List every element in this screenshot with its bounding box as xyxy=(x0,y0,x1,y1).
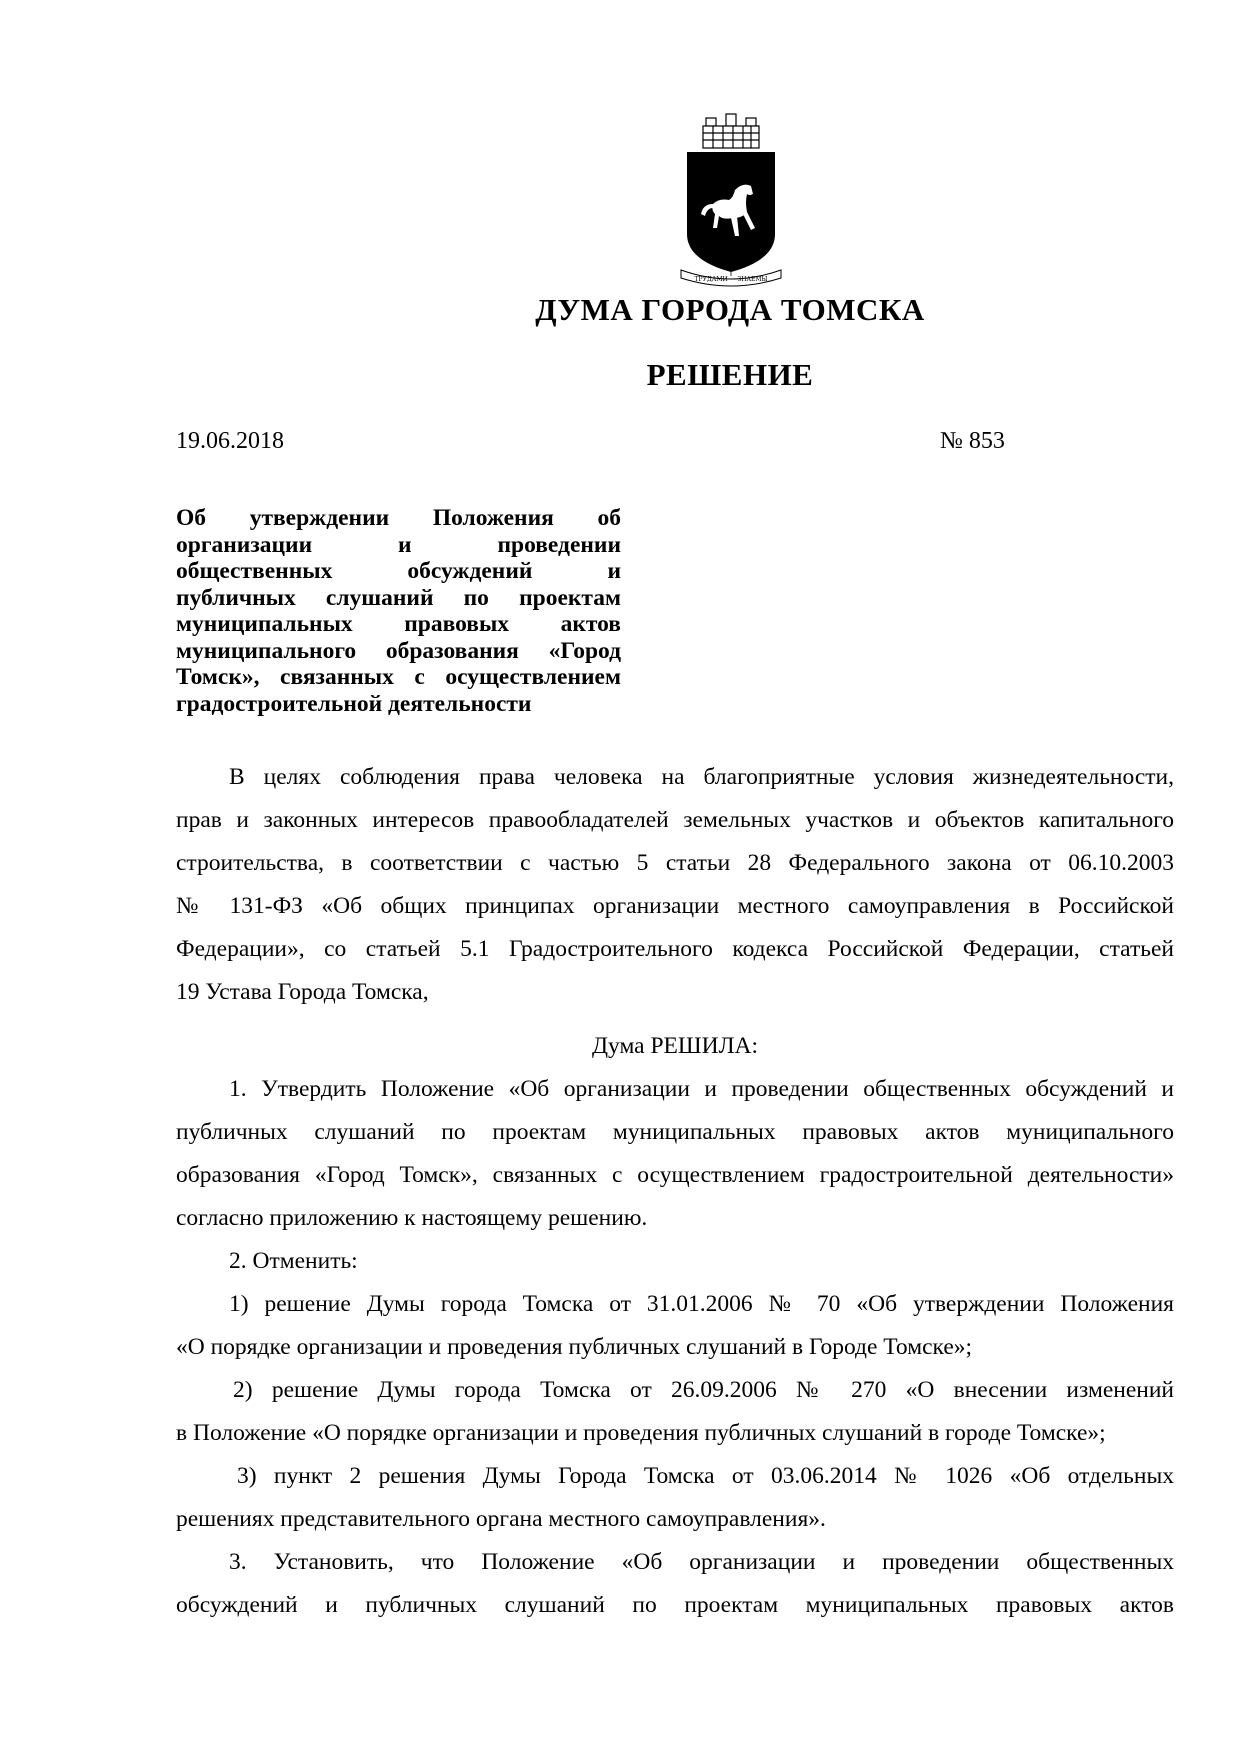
preamble-line: строительства, в соответствии с частью 5 статьи 28 Федерального закона от 06.10.2003 xyxy=(176,850,1174,876)
item-line: публичных слушаний по проектам муниципальных правовых актов муниципального xyxy=(176,1119,1174,1145)
subitem-2-paragraph xyxy=(176,1369,1174,1455)
subitem-line: решениях представительного органа местного самоуправления». xyxy=(176,1506,826,1532)
subject-line: общественных обсуждений и xyxy=(176,558,621,584)
tomsk-coat-of-arms-icon xyxy=(673,112,789,292)
subject-line: организации и проведении xyxy=(176,531,621,558)
item-line: образования «Город Томск», связанных с осуществлением градостроительной деятельности» xyxy=(176,1162,1174,1188)
subject-line: Об утверждении Положения об xyxy=(176,505,621,531)
item-2-line: 2. Отменить: xyxy=(229,1248,358,1274)
subitem-line: 2) решение Думы города Томска от 26.09.2006 № 270 «О внесении изменений xyxy=(233,1377,1174,1403)
preamble-paragraph xyxy=(176,756,1174,1014)
item-line: 1. Утвердить Положение «Об организации и проведении общественных обсуждений и xyxy=(229,1076,1174,1102)
item-1-paragraph xyxy=(176,1068,1174,1240)
document-number: № 853 xyxy=(940,428,1005,454)
subject-line: муниципального образования «Город xyxy=(176,637,621,664)
document-date: 19.06.2018 xyxy=(176,428,284,454)
item-line: 3. Установить, что Положение «Об организации и проведении общественных xyxy=(229,1549,1174,1575)
document-body xyxy=(176,756,1174,1627)
preamble-line: № 131-ФЗ «Об общих принципах организации местного самоуправления в Российской xyxy=(176,893,1174,919)
preamble-line: прав и законных интересов правообладателей земельных участков и объектов капитального xyxy=(176,807,1174,833)
subitem-line: в Положение «О порядке организации и проведения публичных слушаний в городе Томске»; xyxy=(176,1420,1106,1446)
subitem-3-paragraph xyxy=(176,1455,1174,1541)
decided-heading: Дума РЕШИЛА: xyxy=(591,1033,759,1059)
subject-line: градостроительной деятельности xyxy=(176,690,532,717)
organization-title: ДУМА ГОРОДА ТОМСКА xyxy=(535,292,925,327)
document-type: РЕШЕНИЕ xyxy=(646,357,814,392)
subitem-line: 1) решение Думы города Томска от 31.01.2006 № 70 «Об утверждении Положения xyxy=(229,1291,1174,1317)
item-3-paragraph xyxy=(176,1541,1174,1627)
item-line: согласно приложению к настоящему решению. xyxy=(176,1205,648,1231)
subject-line: Томск», связанных с осуществлением xyxy=(176,664,621,690)
document-subject xyxy=(176,505,621,717)
emblem-motto: ТРУДАМИ — ЗНАЕМЫ xyxy=(694,276,768,283)
preamble-line: Федерации», со статьей 5.1 Градостроительного кодекса Российской Федерации, статьей xyxy=(176,936,1174,962)
subitem-line: «О порядке организации и проведения публичных слушаний в Городе Томске»; xyxy=(176,1334,973,1360)
preamble-line: В целях соблюдения права человека на благоприятные условия жизнедеятельности, xyxy=(229,764,1174,790)
subitem-1-paragraph xyxy=(176,1283,1174,1369)
subitem-line: 3) пункт 2 решения Думы Города Томска от 03.06.2014 № 1026 «Об отдельных xyxy=(237,1463,1174,1489)
preamble-line: 19 Устава Города Томска, xyxy=(176,979,429,1005)
subject-line: муниципальных правовых актов xyxy=(176,611,621,637)
subject-line: публичных слушаний по проектам xyxy=(176,584,621,611)
item-line: обсуждений и публичных слушаний по проектам муниципальных правовых актов xyxy=(176,1592,1174,1618)
